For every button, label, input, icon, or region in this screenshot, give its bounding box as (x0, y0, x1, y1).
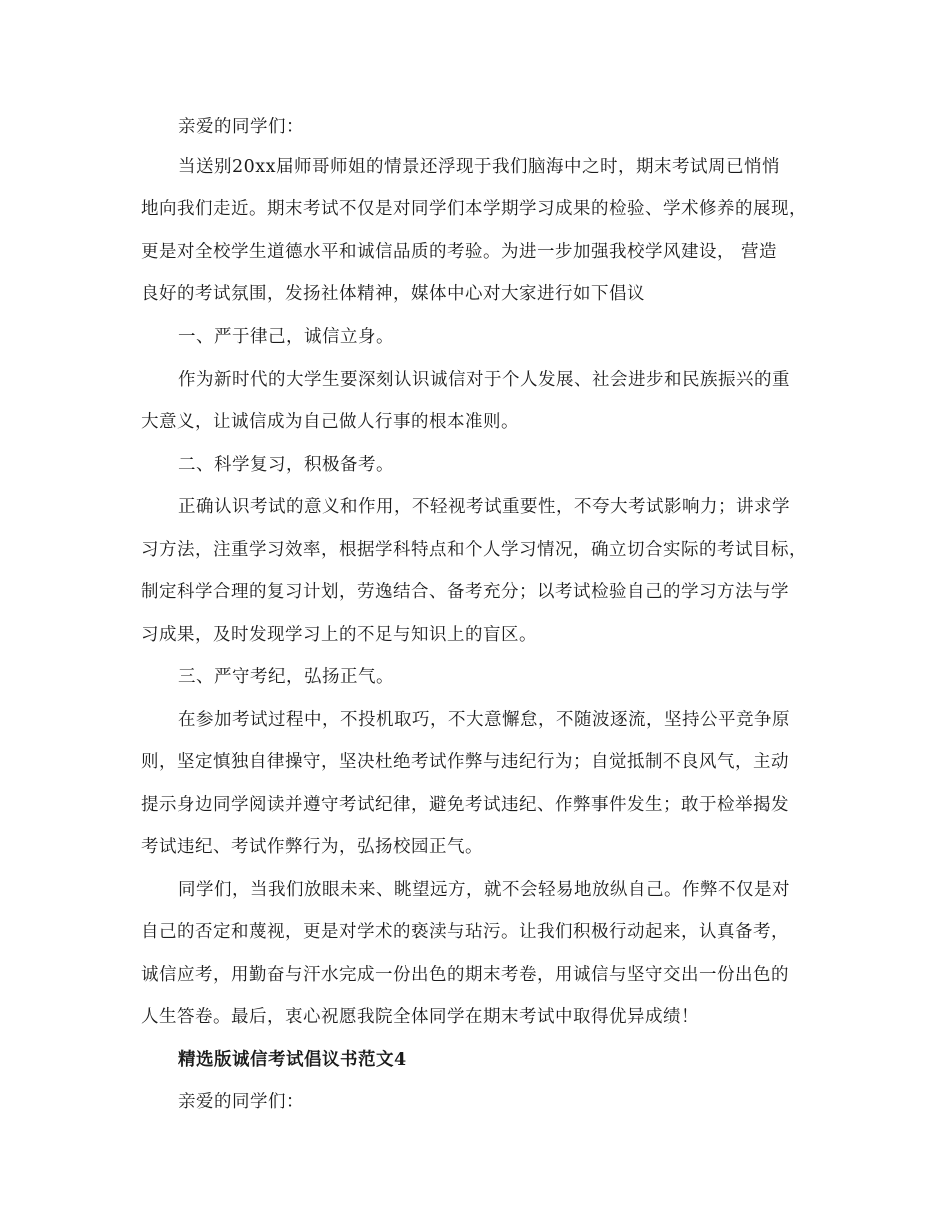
paragraph-line: 良好的考试氛围，发扬社体精神，媒体中心对大家进行如下倡议 (141, 284, 645, 304)
section-heading-3: 三、严守考纪，弘扬正气。 (178, 667, 394, 687)
paragraph-line: 同学们，当我们放眼未来、眺望远方，就不会轻易地放纵自己。作弊不仅是对 (178, 880, 790, 900)
paragraph-line: 更是对全校学生道德水平和诚信品质的考验。为进一步加强我校学风建设， 营造 (141, 242, 778, 262)
paragraph-line: 提示身边同学阅读并遵守考试纪律，避免考试违纪、作弊事件发生；敢于检举揭发 (141, 795, 789, 815)
salutation: 亲爱的同学们： (178, 117, 304, 137)
paragraph-line: 正确认识考试的意义和作用，不轻视考试重要性，不夸大考试影响力；讲求学 (178, 497, 790, 517)
paragraph-line: 在参加考试过程中，不投机取巧，不大意懈怠，不随波逐流，坚持公平竞争原 (178, 710, 790, 730)
paragraph-line: 大意义，让诚信成为自己做人行事的根本准则。 (141, 412, 519, 432)
paragraph-line: 考试违纪、考试作弊行为，弘扬校园正气。 (141, 837, 483, 857)
paragraph-line: 则，坚定慎独自律操守，坚决杜绝考试作弊与违纪行为；自觉抵制不良风气，主动 (141, 752, 789, 772)
paragraph-line: 制定科学合理的复习计划，劳逸结合、备考充分；以考试检验自己的学习方法与学 (141, 582, 789, 602)
paragraph-line: 当送别20xx届师哥师姐的情景还浮现于我们脑海中之时，期末考试周已悄悄 (178, 157, 781, 177)
section-heading-1: 一、严于律己，诚信立身。 (178, 327, 394, 347)
article-title: 精选版诚信考试倡议书范文4 (178, 1050, 407, 1070)
paragraph-line: 人生答卷。最后，衷心祝愿我院全体同学在期末考试中取得优异成绩！ (141, 1007, 699, 1027)
paragraph-line: 习方法，注重学习效率，根据学科特点和个人学习情况，确立切合实际的考试目标， (141, 540, 807, 560)
paragraph-line: 自己的否定和蔑视，更是对学术的亵渎与玷污。让我们积极行动起来，认真备考， (141, 922, 789, 942)
paragraph-line: 地向我们走近。期末考试不仅是对同学们本学期学习成果的检验、学术修养的展现， (141, 199, 807, 219)
paragraph-line: 习成果，及时发现学习上的不足与知识上的盲区。 (141, 625, 537, 645)
paragraph-line: 诚信应考，用勤奋与汗水完成一份出色的期末考卷，用诚信与坚守交出一份出色的 (141, 965, 789, 985)
paragraph-line: 作为新时代的大学生要深刻认识诚信对于个人发展、社会进步和民族振兴的重 (178, 370, 790, 390)
section-heading-2: 二、科学复习，积极备考。 (178, 455, 394, 475)
salutation: 亲爱的同学们： (178, 1092, 304, 1112)
